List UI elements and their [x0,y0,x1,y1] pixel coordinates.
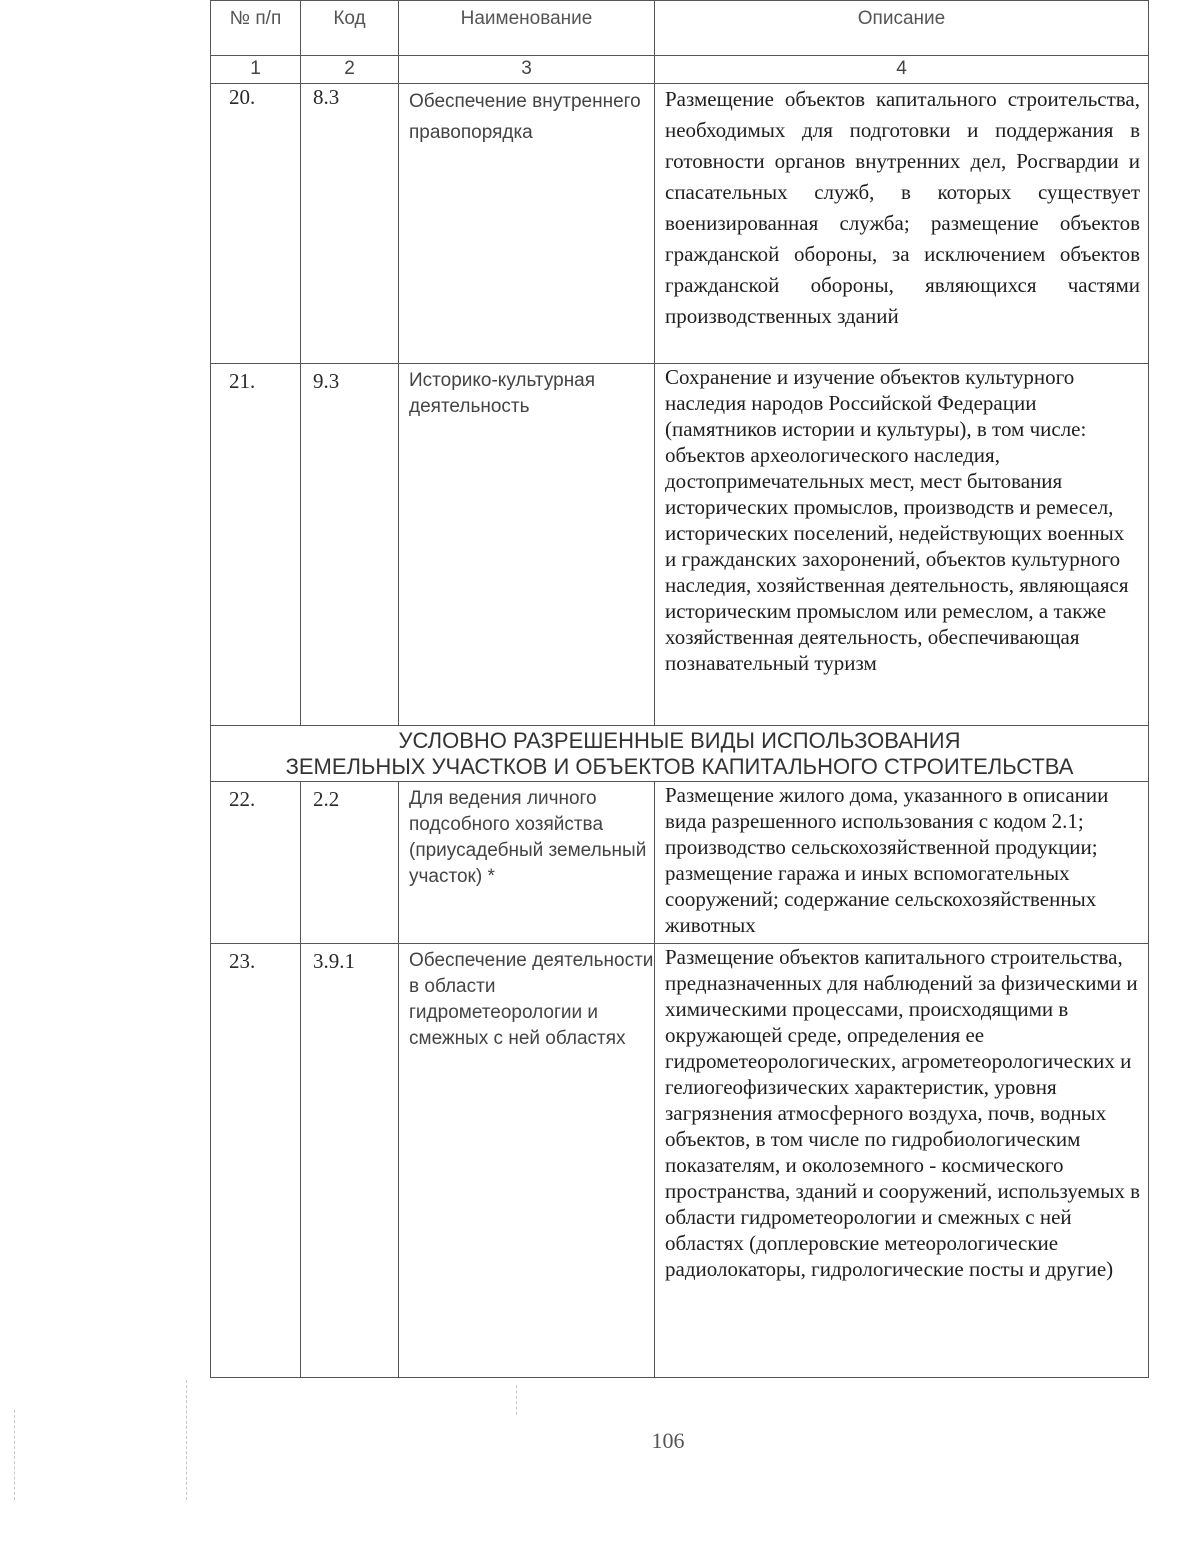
row-name: Для ведения личного подсобного хозяйства (приусадебный земельный участок) * [399,782,655,944]
scan-edge-line [14,1410,15,1500]
column-number: 4 [655,56,1149,84]
table-row [211,944,1149,1378]
row-description: Размещение жилого дома, указанного в описании вида разрешенного использования с кодом 2.1; производство сельскохозяйственной продукции; размещение гаража и иных вспомогательных сооружений; содержание сельскохозяйственных животных [655,782,1149,944]
land-use-table [210,0,1149,1378]
row-name: Обеспечение деятельности в области гидрометеорологии и смежных с ней областях [399,944,655,1378]
row-code: 2.2 [301,782,399,944]
row-description: Сохранение и изучение объектов культурного наследия народов Российской Федерации (памятников истории и культуры), в том числе: объектов археологического наследия, достопримечательных мест, мест бытования исторических промыслов, производств и ремесел, исторических поселений, недействующих военных и гражданских захоронений, объектов культурного наследия, хозяйственная деятельность, являющаяся историческим промыслом или ремеслом, а также хозяйственная деятельность, обеспечивающая познавательный туризм [655,364,1149,726]
row-code: 9.3 [301,364,399,726]
row-number: 22. [211,782,301,944]
row-code: 8.3 [301,84,399,364]
row-name: Обеспечение внутреннего правопорядка [399,84,655,364]
header-name: Наименование [399,1,655,56]
header-num: № п/п [211,1,301,56]
row-description: Размещение объектов капитального строительства, необходимых для подготовки и поддержания в готовности органов внутренних дел, Росгвардии и спасательных служб, в которых существует военизированная служба; размещение объектов гражданской обороны, за исключением объектов гражданской обороны, являющихся частями производственных зданий [655,84,1149,364]
table-row [211,782,1149,944]
row-number: 21. [211,364,301,726]
column-number: 2 [301,56,399,84]
row-number: 20. [211,84,301,364]
section-heading-line: УСЛОВНО РАЗРЕШЕННЫЕ ВИДЫ ИСПОЛЬЗОВАНИЯ [398,728,961,753]
table-header-row [211,1,1149,56]
column-number: 1 [211,56,301,84]
section-heading-row [211,726,1149,782]
scan-edge-line [516,1385,517,1415]
row-code: 3.9.1 [301,944,399,1378]
header-code: Код [301,1,399,56]
row-number: 23. [211,944,301,1378]
page-number: 106 [651,1428,685,1453]
table-row [211,364,1149,726]
column-number-row [211,56,1149,84]
header-description: Описание [655,1,1149,56]
row-description: Размещение объектов капитального строительства, предназначенных для наблюдений за физическими и химическими процессами, происходящими в окружающей среде, определения ее гидрометеорологических, агрометеорологических и гелиогеофизических характеристик, уровня загрязнения атмосферного воздуха, почв, водных объектов, в том числе по гидробиологическим показателям, и околоземного - космического пространства, зданий и сооружений, используемых в области гидрометеорологии и смежных с ней областях (доплеровские метеорологические радиолокаторы, гидрологические посты и другие) [655,944,1149,1378]
section-heading [211,726,1149,782]
row-name: Историко-культурная деятельность [399,364,655,726]
column-number: 3 [399,56,655,84]
section-heading-line: ЗЕМЕЛЬНЫХ УЧАСТКОВ И ОБЪЕКТОВ КАПИТАЛЬНОГО СТРОИТЕЛЬСТВА [285,754,1074,779]
table-row [211,84,1149,364]
